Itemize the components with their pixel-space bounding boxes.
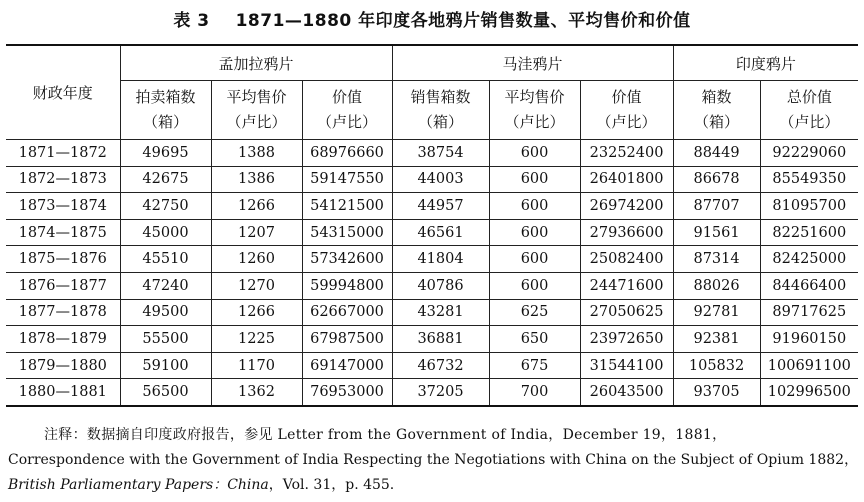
fiscal-year-header: 财政年度	[6, 45, 120, 140]
table-cell: 45000	[120, 219, 211, 246]
table-cell: 42750	[120, 193, 211, 220]
table-cell: 25082400	[580, 246, 673, 273]
table-cell: 49695	[120, 140, 211, 167]
table-cell: 85549350	[760, 166, 858, 193]
table-caption: 1871—1880 年印度各地鸦片销售数量、平均售价和价值	[235, 11, 691, 31]
table-cell: 93705	[673, 379, 760, 406]
table-cell: 625	[489, 299, 580, 326]
group-header-malwa: 马洼鸦片	[392, 45, 673, 81]
table-cell: 69147000	[302, 352, 392, 379]
table-cell: 27050625	[580, 299, 673, 326]
table-cell: 42675	[120, 166, 211, 193]
table-cell: 82425000	[760, 246, 858, 273]
table-cell: 600	[489, 166, 580, 193]
table-cell: 1170	[211, 352, 302, 379]
table-cell: 675	[489, 352, 580, 379]
table-cell: 36881	[392, 326, 489, 353]
table-cell: 43281	[392, 299, 489, 326]
table-row	[6, 219, 858, 246]
fiscal-year-cell: 1877—1878	[6, 299, 120, 326]
table-cell: 59147550	[302, 166, 392, 193]
table-cell: 91960150	[760, 326, 858, 353]
table-cell: 59994800	[302, 272, 392, 299]
fiscal-year-cell: 1871—1872	[6, 140, 120, 167]
footnote-source-title: British Parliamentary Papers：China	[8, 477, 269, 493]
table-cell: 1207	[211, 219, 302, 246]
fiscal-year-cell: 1874—1875	[6, 219, 120, 246]
table-cell: 87314	[673, 246, 760, 273]
table-cell: 23972650	[580, 326, 673, 353]
column-header: 平均售价 （卢比）	[211, 81, 302, 140]
group-header-bengal: 孟加拉鸦片	[120, 45, 392, 81]
table-cell: 38754	[392, 140, 489, 167]
table-cell: 600	[489, 272, 580, 299]
table-cell: 26043500	[580, 379, 673, 406]
table-cell: 91561	[673, 219, 760, 246]
fiscal-year-cell: 1873—1874	[6, 193, 120, 220]
table-cell: 600	[489, 140, 580, 167]
fiscal-year-cell: 1875—1876	[6, 246, 120, 273]
column-header: 箱数 （箱）	[673, 81, 760, 140]
header-row-groups	[6, 45, 858, 81]
table-cell: 1388	[211, 140, 302, 167]
table-cell: 650	[489, 326, 580, 353]
column-header: 价值 （卢比）	[580, 81, 673, 140]
table-body	[6, 140, 858, 406]
table-number: 表 3	[173, 11, 210, 31]
table-cell: 86678	[673, 166, 760, 193]
footnote	[8, 423, 860, 498]
table-row	[6, 299, 858, 326]
table-cell: 92781	[673, 299, 760, 326]
table-cell: 88026	[673, 272, 760, 299]
column-header: 价值 （卢比）	[302, 81, 392, 140]
table-cell: 26974200	[580, 193, 673, 220]
table-cell: 76953000	[302, 379, 392, 406]
table-row	[6, 352, 858, 379]
fiscal-year-cell: 1872—1873	[6, 166, 120, 193]
column-header: 拍卖箱数 （箱）	[120, 81, 211, 140]
table-cell: 41804	[392, 246, 489, 273]
table-cell: 68976660	[302, 140, 392, 167]
table-cell: 54315000	[302, 219, 392, 246]
table-row	[6, 379, 858, 406]
table-cell: 81095700	[760, 193, 858, 220]
fiscal-year-cell: 1880—1881	[6, 379, 120, 406]
table-row	[6, 326, 858, 353]
table-cell: 89717625	[760, 299, 858, 326]
table-cell: 45510	[120, 246, 211, 273]
table-cell: 92229060	[760, 140, 858, 167]
table-cell: 600	[489, 193, 580, 220]
footnote-line-3	[8, 473, 860, 498]
footnote-line-1: 注释：数据摘自印度政府报告，参见 Letter from the Government of India，December 19，1881，	[44, 427, 727, 443]
footnote-line-2: Correspondence with the Government of India Respecting the Negotiations with China on the Subject of Opium 1882，	[8, 452, 859, 468]
table-cell: 37205	[392, 379, 489, 406]
table-cell: 40786	[392, 272, 489, 299]
table-cell: 600	[489, 219, 580, 246]
table-cell: 1266	[211, 193, 302, 220]
footnote-source-details: ，Vol. 31，p. 455.	[268, 477, 395, 493]
table-title	[0, 6, 864, 31]
fiscal-year-cell: 1878—1879	[6, 326, 120, 353]
table-cell: 600	[489, 246, 580, 273]
table-row	[6, 246, 858, 273]
column-header: 总价值 （卢比）	[760, 81, 858, 140]
table-cell: 100691100	[760, 352, 858, 379]
table-cell: 24471600	[580, 272, 673, 299]
table-cell: 700	[489, 379, 580, 406]
table-cell: 55500	[120, 326, 211, 353]
header-row-columns	[6, 81, 858, 140]
table-cell: 102996500	[760, 379, 858, 406]
table-cell: 1225	[211, 326, 302, 353]
table-row	[6, 193, 858, 220]
table-cell: 46732	[392, 352, 489, 379]
table-cell: 105832	[673, 352, 760, 379]
table-cell: 62667000	[302, 299, 392, 326]
table-cell: 1362	[211, 379, 302, 406]
table-cell: 67987500	[302, 326, 392, 353]
fiscal-year-cell: 1879—1880	[6, 352, 120, 379]
table-cell: 31544100	[580, 352, 673, 379]
table-row	[6, 166, 858, 193]
table-cell: 87707	[673, 193, 760, 220]
table-cell: 27936600	[580, 219, 673, 246]
column-header: 销售箱数 （箱）	[392, 81, 489, 140]
table-cell: 47240	[120, 272, 211, 299]
table-cell: 92381	[673, 326, 760, 353]
table-cell: 49500	[120, 299, 211, 326]
opium-sales-table	[6, 44, 858, 407]
table-cell: 44957	[392, 193, 489, 220]
table-cell: 26401800	[580, 166, 673, 193]
table-cell: 1386	[211, 166, 302, 193]
group-header-india: 印度鸦片	[673, 45, 858, 81]
table-cell: 46561	[392, 219, 489, 246]
table-cell: 1260	[211, 246, 302, 273]
table-row	[6, 140, 858, 167]
table-cell: 57342600	[302, 246, 392, 273]
table-cell: 1270	[211, 272, 302, 299]
table-cell: 44003	[392, 166, 489, 193]
column-header: 平均售价 （卢比）	[489, 81, 580, 140]
table-cell: 59100	[120, 352, 211, 379]
fiscal-year-cell: 1876—1877	[6, 272, 120, 299]
table-cell: 54121500	[302, 193, 392, 220]
table-cell: 88449	[673, 140, 760, 167]
table-cell: 82251600	[760, 219, 858, 246]
table-row	[6, 272, 858, 299]
table-cell: 1266	[211, 299, 302, 326]
table-cell: 84466400	[760, 272, 858, 299]
table-cell: 23252400	[580, 140, 673, 167]
table-cell: 56500	[120, 379, 211, 406]
